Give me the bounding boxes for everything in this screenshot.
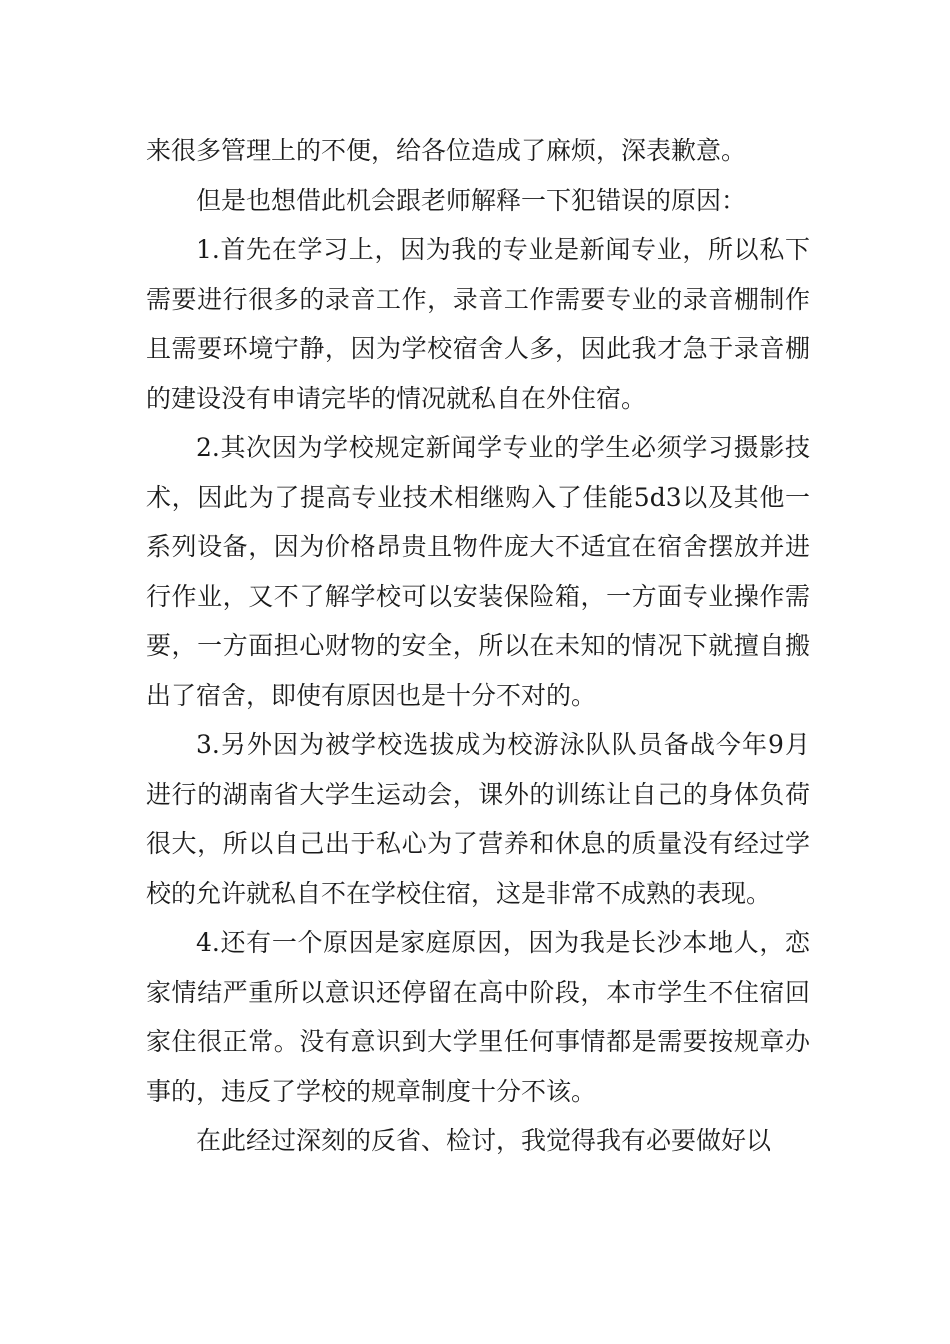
- paragraph-intro-reasons: 但是也想借此机会跟老师解释一下犯错误的原因：: [196, 185, 747, 215]
- document-body: [146, 126, 810, 1166]
- paragraph-reason-4: 4.还有一个原因是家庭原因，因为我是长沙本地人，恋家情结严重所以意识还停留在高中阶段，本市学生不住宿回家住很正常。没有意识到大学里任何事情都是需要按规章办事的，违反了学校的规章制度十分不该。: [146, 928, 810, 1106]
- paragraph-reason-3: 3.另外因为被学校选拔成为校游泳队队员备战今年9月进行的湖南省大学生运动会，课外的训练让自己的身体负荷很大，所以自己出于私心为了营养和休息的质量没有经过学校的允许就私自不在学校住宿，这是非常不成熟的表现。: [146, 730, 810, 908]
- paragraph-reason-2: 2.其次因为学校规定新闻学专业的学生必须学习摄影技术，因此为了提高专业技术相继购入了佳能5d3以及其他一系列设备，因为价格昂贵且物件庞大不适宜在宿舍摆放并进行作业，又不了解学校可以安装保险箱，一方面专业操作需要，一方面担心财物的安全，所以在未知的情况下就擅自搬出了宿舍，即使有原因也是十分不对的。: [146, 433, 810, 710]
- paragraph-continuation: 来很多管理上的不便，给各位造成了麻烦，深表歉意。: [146, 136, 747, 165]
- paragraph-reason-1: 1.首先在学习上，因为我的专业是新闻专业，所以私下需要进行很多的录音工作，录音工作需要专业的录音棚制作且需要环境宁静，因为学校宿舍人多，因此我才急于录音棚的建设没有申请完毕的情况就私自在外住宿。: [146, 235, 810, 413]
- paragraph-reflection: 在此经过深刻的反省、检讨，我觉得我有必要做好以: [196, 1126, 772, 1155]
